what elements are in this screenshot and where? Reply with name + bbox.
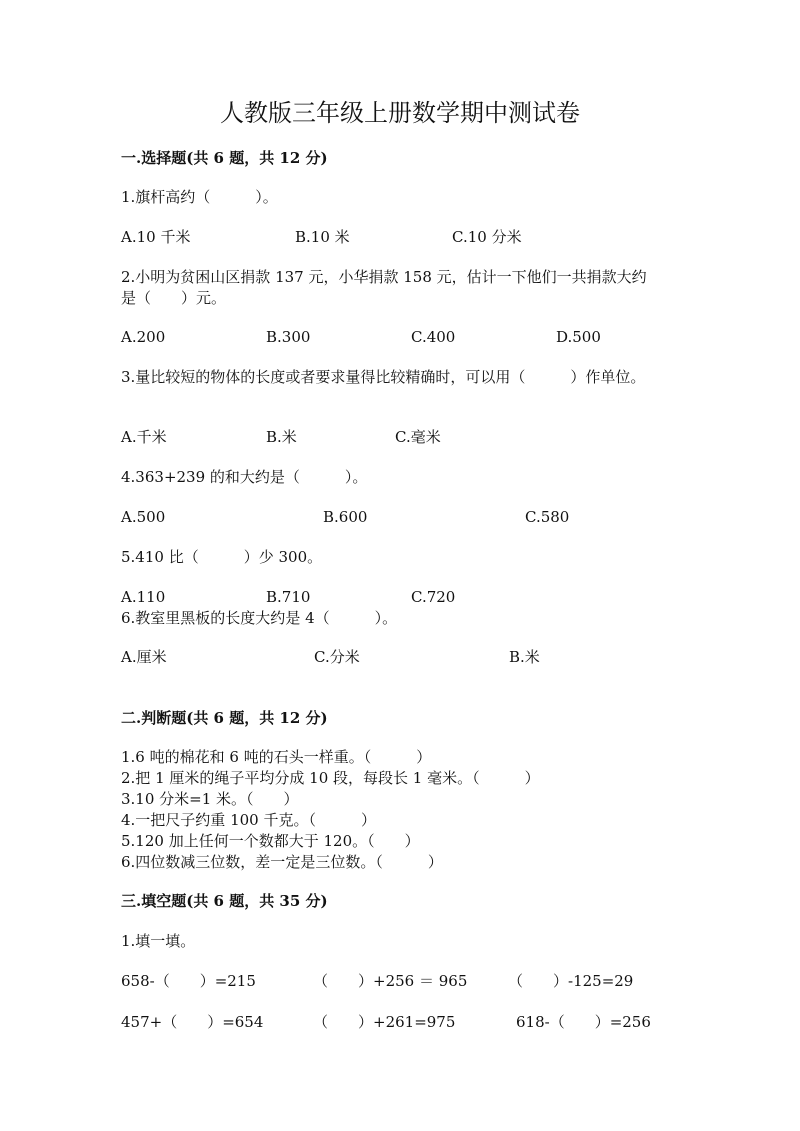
- judge-item-4: 4.一把尺子约重 100 千克。（ ）: [121, 811, 376, 829]
- option-2b: B.300: [266, 328, 311, 346]
- option-3c: C.毫米: [395, 428, 441, 446]
- judge-item-6: 6.四位数减三位数，差一定是三位数。（ ）: [121, 853, 443, 871]
- question-1: 1.旗杆高约（ ）。: [121, 188, 278, 206]
- option-6c: C.分米: [314, 648, 360, 666]
- question-2-line-1: 2.小明为贫困山区捐款 137 元，小华捐款 158 元，估计一下他们一共捐款大约: [121, 268, 647, 286]
- option-4c: C.580: [525, 508, 570, 526]
- judge-item-3: 3.10 分米=1 米。（ ）: [121, 790, 299, 808]
- page-title: 人教版三年级上册数学期中测试卷: [220, 99, 580, 127]
- fill-question-1: 1.填一填。: [121, 932, 196, 950]
- option-5a: A.110: [121, 588, 166, 606]
- section-heading-choice: 一.选择题(共 6 题，共 12 分): [121, 149, 328, 167]
- question-6: 6.教室里黑板的长度大约是 4（ ）。: [121, 609, 398, 627]
- option-6a: A.厘米: [121, 648, 167, 666]
- question-2-line-2: 是（ ）元。: [121, 289, 227, 307]
- option-2a: A.200: [121, 328, 166, 346]
- option-1a: A.10 千米: [121, 228, 191, 246]
- option-1c: C.10 分米: [452, 228, 522, 246]
- option-5b: B.710: [266, 588, 311, 606]
- option-3a: A.千米: [121, 428, 167, 446]
- question-3: 3.量比较短的物体的长度或者要求量得比较精确时，可以用（ ）作单位。: [121, 368, 646, 386]
- fill-r2-c3: 618-（ ）=256: [516, 1013, 651, 1031]
- fill-r2-c1: 457+（ ）=654: [121, 1013, 264, 1031]
- option-2d: D.500: [556, 328, 601, 346]
- option-4b: B.600: [323, 508, 368, 526]
- judge-item-2: 2.把 1 厘米的绳子平均分成 10 段，每段长 1 毫米。（ ）: [121, 769, 540, 787]
- judge-item-5: 5.120 加上任何一个数都大于 120。（ ）: [121, 832, 420, 850]
- fill-r1-c3: （ ）-125=29: [508, 972, 634, 990]
- section-heading-judge: 二.判断题(共 6 题，共 12 分): [121, 709, 328, 727]
- option-1b: B.10 米: [295, 228, 350, 246]
- fill-r1-c2: （ ）+256 ＝ 965: [313, 972, 468, 990]
- option-6b: B.米: [509, 648, 540, 666]
- question-4: 4.363+239 的和大约是（ ）。: [121, 468, 368, 486]
- fill-r2-c2: （ ）+261=975: [313, 1013, 456, 1031]
- option-2c: C.400: [411, 328, 456, 346]
- question-5: 5.410 比（ ）少 300。: [121, 548, 323, 566]
- judge-item-1: 1.6 吨的棉花和 6 吨的石头一样重。（ ）: [121, 748, 432, 766]
- option-3b: B.米: [266, 428, 297, 446]
- section-heading-fill: 三.填空题(共 6 题，共 35 分): [121, 892, 328, 910]
- option-5c: C.720: [411, 588, 456, 606]
- option-4a: A.500: [121, 508, 166, 526]
- fill-r1-c1: 658-（ ）=215: [121, 972, 256, 990]
